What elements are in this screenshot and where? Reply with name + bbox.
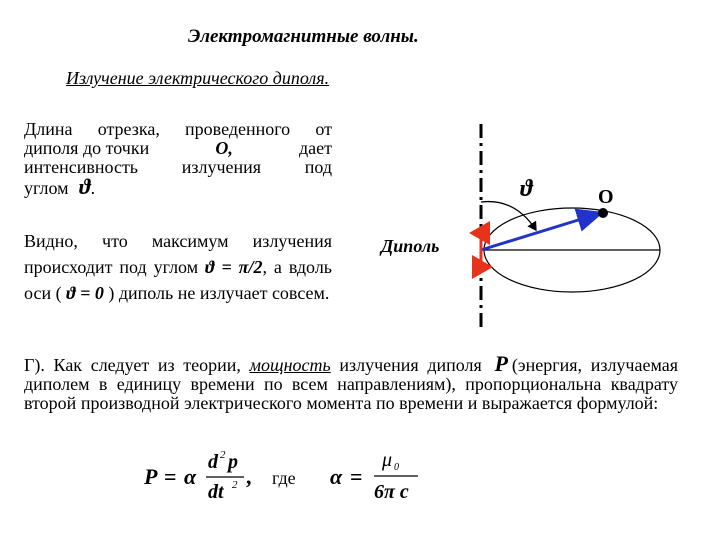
page-subtitle: Излучение электрического диполя.: [66, 68, 330, 88]
p1-line3: интенсивность излучения под: [24, 157, 332, 177]
p2-text3: ) диполь не излучает совсем.: [108, 283, 330, 303]
formula-num-exp: 2: [220, 449, 226, 461]
p1-line1: Длина отрезка, проведенного от: [24, 119, 332, 139]
theta-symbol: ϑ: [79, 174, 91, 199]
formula-comma: ,: [246, 464, 252, 489]
p2-text1: Видно, что максимум излучения происходит под углом: [24, 231, 332, 277]
point-o-marker: [598, 208, 608, 218]
formula-den-exp: 2: [232, 479, 238, 491]
power-formula: [140, 446, 280, 506]
p1-line4-text: углом: [24, 178, 69, 198]
p3-rest: (энергия, излучаемая диполем в единицу времени по всем направлениям), пропорциональна квадрату второй производной электрического момента по времени и выражается формулой:: [24, 355, 679, 413]
where-word: где: [272, 468, 296, 488]
p3-mid: излучения диполя: [339, 355, 482, 375]
dipole-label: Диполь: [381, 236, 440, 256]
mu-subscript: 0: [394, 462, 399, 473]
p1-line2-text: диполя до точки: [24, 138, 150, 158]
formula-eq: =: [164, 464, 177, 489]
formula-max-angle: ϑ = π/2: [205, 257, 263, 277]
radius-vector-arrow: [481, 213, 601, 250]
point-o-label: O: [598, 186, 614, 208]
power-symbol: P: [494, 351, 508, 376]
alpha2-symbol: α: [330, 464, 343, 489]
angle-label: ϑ: [520, 176, 533, 202]
formula-den: dt: [208, 481, 224, 503]
formula-axis-angle: ϑ = 0: [66, 283, 104, 303]
mu-symbol: μ: [382, 449, 393, 471]
formula-num-d: d: [208, 451, 218, 473]
p1-period: .: [90, 178, 96, 198]
p3-prefix: Г). Как следует из теории,: [24, 355, 241, 375]
page-title: Электромагнитные волны.: [188, 26, 419, 47]
alpha2-eq: =: [350, 464, 363, 489]
alpha-formula: [326, 446, 436, 506]
p3-emphasis: мощность: [249, 355, 331, 375]
p1-line2-end: дает: [298, 138, 332, 158]
formula-alpha: α: [184, 464, 197, 489]
angle-arc: [481, 202, 536, 230]
point-o-ref: О,: [215, 138, 233, 158]
formula-lhs: P: [144, 464, 158, 489]
p2-text2: , а вдоль оси (: [24, 257, 333, 303]
alpha2-den: 6π c: [374, 481, 409, 503]
formula-num-p: p: [228, 451, 238, 473]
